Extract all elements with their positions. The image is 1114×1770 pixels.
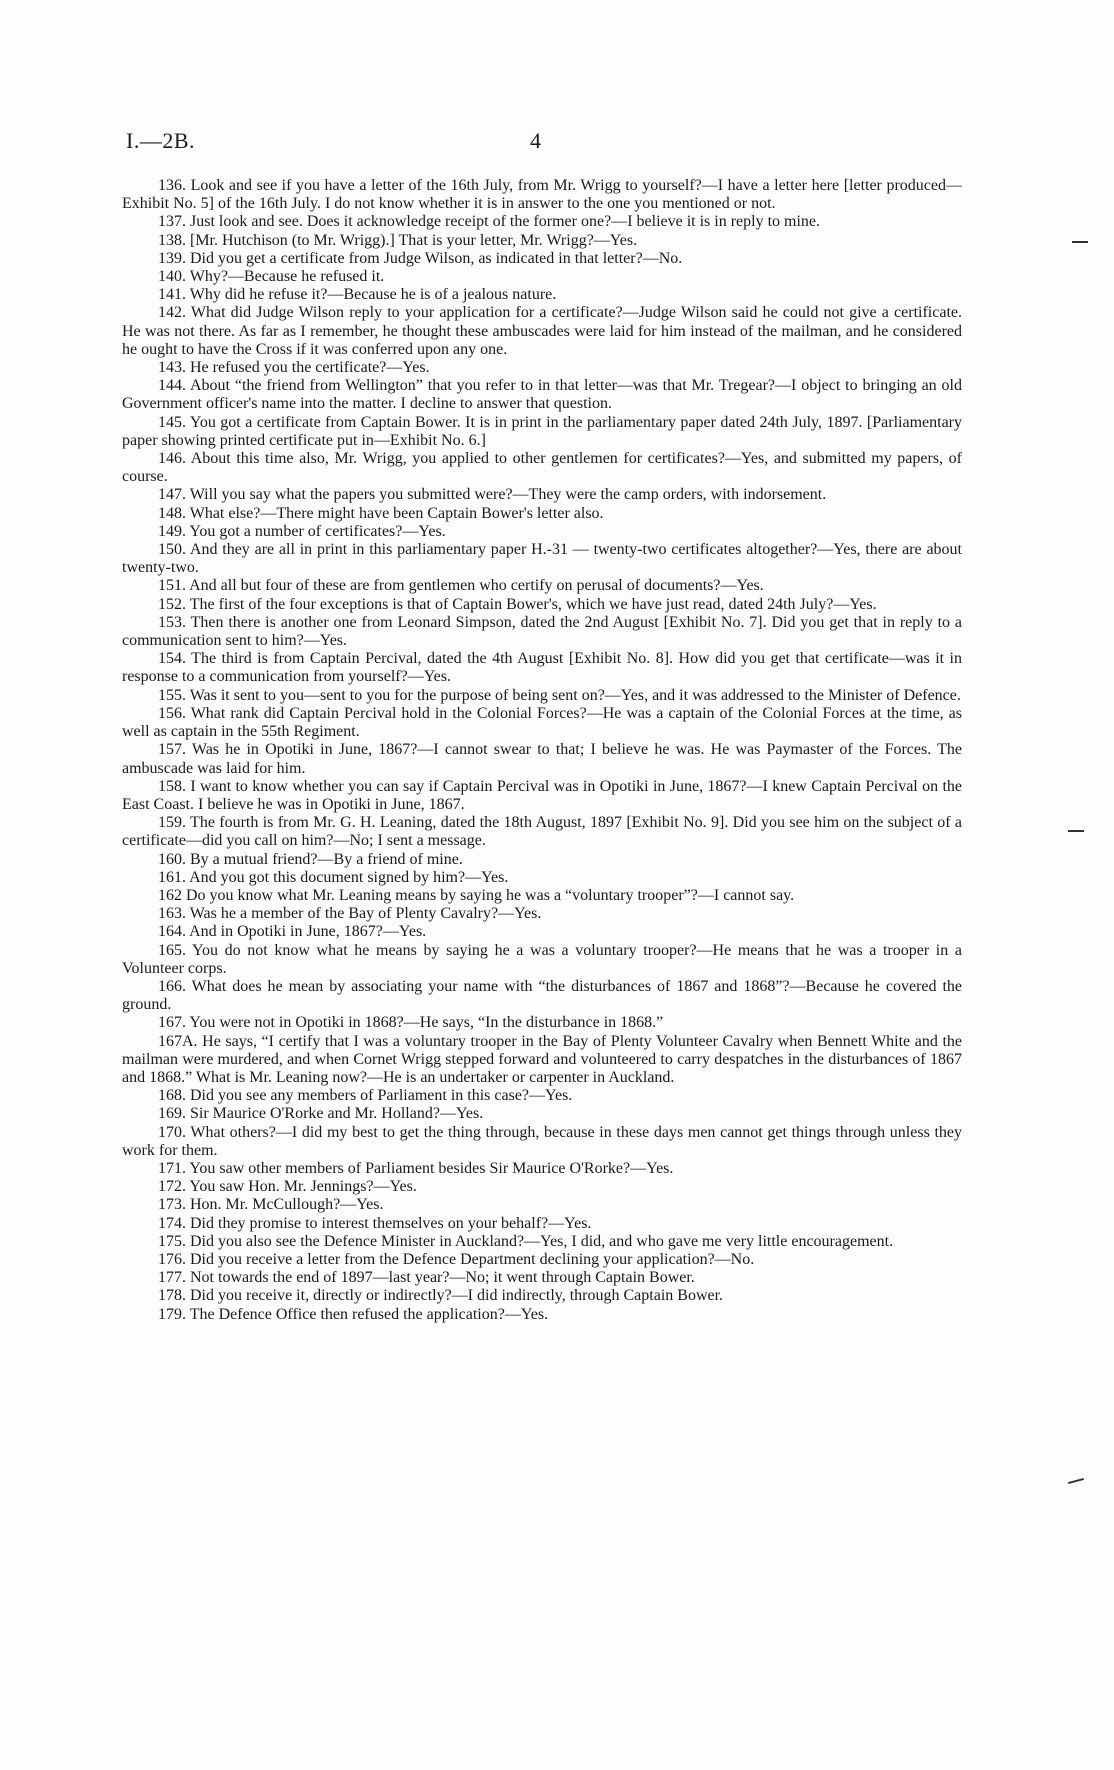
paragraph: 141. Why did he refuse it?—Because he is of a jealous nature.	[158, 286, 557, 304]
paragraph: 165. You do not know what he means by saying he a was a voluntary trooper?—He means that he was a trooper in a Volunteer corps.	[122, 941, 962, 977]
paragraph: 160. By a mutual friend?—By a friend of mine.	[158, 850, 463, 868]
paragraph: 154. The third is from Captain Percival, dated the 4th August [Exhibit No. 8]. How did you get that certificate—was it in response to a communication from yourself?—Yes.	[122, 650, 962, 686]
paragraph: 168. Did you see any members of Parliament in this case?—Yes.	[158, 1087, 573, 1105]
paragraph: 146. About this time also, Mr. Wrigg, you applied to other gentlemen for certificates?—Yes, and submitted my papers, of course.	[122, 450, 962, 486]
paragraph: 167. You were not in Opotiki in 1868?—He says, “In the disturbance in 1868.”	[158, 1014, 664, 1032]
paragraph: 153. Then there is another one from Leonard Simpson, dated the 2nd August [Exhibit No. 7]. Did you get that in reply to a communication sent to him?—Yes.	[122, 613, 962, 650]
paragraph: 161. And you got this document signed by him?—Yes.	[158, 868, 509, 886]
paragraph: 167A. He says, “I certify that I was a voluntary trooper in the Bay of Plenty Volunteer Cavalry when Bennett White and the mailman were murdered, and when Cornet Wrigg stepped forward and volunteered to carry despatches in the disturbances of 1867 and 1868.” What is Mr. Leaning now?—He is an undertaker or carpenter in Auckland.	[122, 1032, 962, 1086]
paragraph: 143. He refused you the certificate?—Yes.	[158, 359, 430, 377]
paragraph: 136. Look and see if you have a letter of the 16th July, from Mr. Wrigg to yourself?—I have a letter here [letter produced—Exhibit No. 5] of the 16th July. I do not know whether it is in answer to the one you mentioned or not.	[122, 177, 962, 213]
paragraph: 172. You saw Hon. Mr. Jennings?—Yes.	[158, 1178, 417, 1196]
paragraph: 138. [Mr. Hutchison (to Mr. Wrigg).] That is your letter, Mr. Wrigg?—Yes.	[158, 231, 638, 249]
paragraph: 162 Do you know what Mr. Leaning means by saying he was a “voluntary trooper”?—I cannot say.	[158, 886, 795, 904]
testimony-body	[122, 177, 962, 1324]
page-number: 4	[530, 128, 541, 153]
paragraph: 171. You saw other members of Parliament besides Sir Maurice O'Rorke?—Yes.	[158, 1159, 674, 1177]
paragraph: 178. Did you receive it, directly or indirectly?—I did indirectly, through Captain Bower.	[158, 1287, 724, 1305]
margin-mark	[1072, 241, 1088, 243]
paragraph: 140. Why?—Because he refused it.	[158, 268, 385, 286]
paragraph: 157. Was he in Opotiki in June, 1867?—I cannot swear to that; I believe he was. He was Paymaster of the Forces. The ambuscade was laid for him.	[122, 741, 962, 777]
margin-mark	[1068, 830, 1084, 832]
paragraph: 158. I want to know whether you can say if Captain Percival was in Opotiki in June, 1867?—I knew Captain Percival on the East Coast. I believe he was in Opotiki in June, 1867.	[122, 777, 962, 813]
paragraph: 179. The Defence Office then refused the application?—Yes.	[158, 1305, 549, 1323]
paragraph: 145. You got a certificate from Captain Bower. It is in print in the parliamentary paper dated 24th July, 1897. [Parliamentary paper showing printed certificate put in—Exhibit No. 6.]	[122, 413, 962, 449]
paragraph: 170. What others?—I did my best to get the thing through, because in these days men cannot get things through unless they work for them.	[122, 1123, 962, 1159]
paragraph: 176. Did you receive a letter from the Defence Department declining your application?—No.	[158, 1250, 755, 1268]
paragraph: 166. What does he mean by associating your name with “the disturbances of 1867 and 1868”?—Because he covered the ground.	[122, 977, 962, 1014]
paragraph: 149. You got a number of certificates?—Yes.	[158, 522, 446, 540]
paragraph: 175. Did you also see the Defence Minister in Auckland?—Yes, I did, and who gave me very little encouragement.	[158, 1232, 894, 1250]
paragraph: 159. The fourth is from Mr. G. H. Leaning, dated the 18th August, 1897 [Exhibit No. 9]. Did you see him on the subject of a certificate—did you call on him?—No; I sent a message.	[122, 814, 962, 850]
paragraph: 164. And in Opotiki in June, 1867?—Yes.	[158, 923, 427, 941]
paragraph: 151. And all but four of these are from gentlemen who certify on perusal of documents?—Yes.	[158, 577, 764, 595]
paragraph: 169. Sir Maurice O'Rorke and Mr. Holland?—Yes.	[158, 1105, 484, 1123]
margin-mark	[1068, 1478, 1084, 1484]
paragraph: 177. Not towards the end of 1897—last year?—No; it went through Captain Bower.	[158, 1269, 695, 1287]
paragraph: 139. Did you get a certificate from Judge Wilson, as indicated in that letter?—No.	[158, 249, 683, 267]
paragraph: 173. Hon. Mr. McCullough?—Yes.	[158, 1196, 384, 1214]
paragraph: 144. About “the friend from Wellington” that you refer to in that letter—was that Mr. Tregear?—I object to bringing an old Government officer's name into the matter. I decline to answer that question.	[122, 377, 962, 413]
paragraph: 150. And they are all in print in this parliamentary paper H.-31 — twenty-two certificates altogether?—Yes, there are about twenty-two.	[122, 541, 962, 577]
paragraph: 152. The first of the four exceptions is that of Captain Bower's, which we have just read, dated 24th July?—Yes.	[158, 595, 877, 613]
paragraph: 137. Just look and see. Does it acknowledge receipt of the former one?—I believe it is in reply to mine.	[158, 213, 821, 231]
document-code: I.—2B.	[126, 128, 195, 153]
paragraph: 156. What rank did Captain Percival hold in the Colonial Forces?—He was a captain of the Colonial Forces at the time, as well as captain in the 55th Regiment.	[122, 704, 962, 741]
paragraph: 174. Did they promise to interest themselves on your behalf?—Yes.	[158, 1214, 592, 1232]
paragraph: 147. Will you say what the papers you submitted were?—They were the camp orders, with indorsement.	[158, 486, 827, 504]
paragraph: 142. What did Judge Wilson reply to your application for a certificate?—Judge Wilson said he could not give a certificate. He was not there. As far as I remember, he thought these ambuscades were laid for him instead of the mailman, and he considered he ought to have the Cross if it was conferred upon any one.	[122, 304, 962, 358]
paragraph: 163. Was he a member of the Bay of Plenty Cavalry?—Yes.	[158, 905, 542, 923]
paragraph: 155. Was it sent to you—sent to you for the purpose of being sent on?—Yes, and it was addressed to the Minister of Defence.	[158, 686, 961, 704]
paragraph: 148. What else?—There might have been Captain Bower's letter also.	[158, 504, 604, 522]
